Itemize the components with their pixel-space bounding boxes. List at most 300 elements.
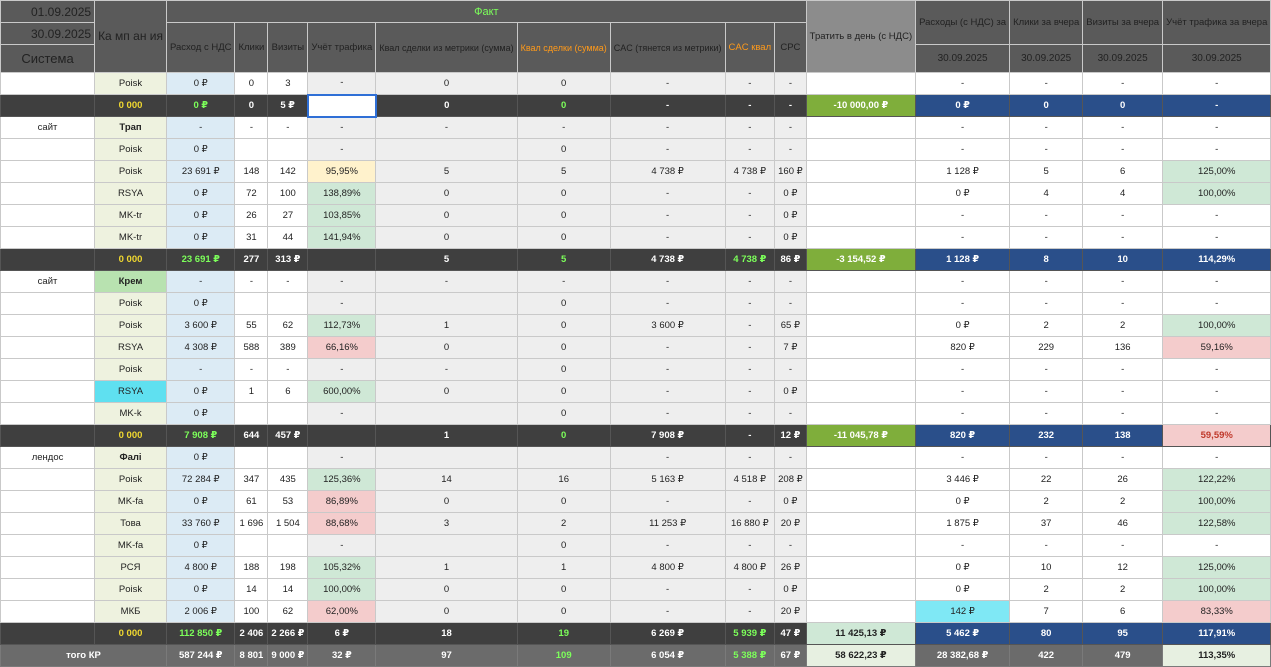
metric-cell[interactable]: 44 bbox=[268, 227, 308, 249]
campaign-cell[interactable]: Poisk bbox=[95, 293, 167, 315]
metric-cell[interactable]: 2 006 ₽ bbox=[166, 601, 235, 623]
metric-cell[interactable]: - bbox=[376, 359, 517, 381]
metric-cell[interactable]: - bbox=[268, 359, 308, 381]
metric-cell[interactable]: 95,95% bbox=[308, 161, 376, 183]
metric-cell[interactable]: 1 bbox=[376, 557, 517, 579]
metric-cell[interactable]: 5 bbox=[517, 249, 610, 271]
campaign-cell[interactable]: Това bbox=[95, 513, 167, 535]
yesterday-cell[interactable]: 10 bbox=[1083, 249, 1163, 271]
metric-cell[interactable]: 0 bbox=[235, 95, 268, 117]
date-to[interactable]: 30.09.2025 bbox=[1, 23, 95, 45]
spend-per-day-cell[interactable] bbox=[806, 117, 915, 139]
yesterday-cell[interactable]: 1 128 ₽ bbox=[916, 249, 1010, 271]
metric-cell[interactable]: 18 bbox=[376, 623, 517, 645]
system-cell[interactable] bbox=[1, 381, 95, 403]
yesterday-cell[interactable]: - bbox=[916, 117, 1010, 139]
metric-cell[interactable] bbox=[308, 95, 376, 117]
yesterday-cell[interactable]: - bbox=[916, 535, 1010, 557]
metric-cell[interactable]: - bbox=[308, 139, 376, 161]
spend-per-day-cell[interactable] bbox=[806, 513, 915, 535]
yesterday-cell[interactable]: 2 bbox=[1010, 315, 1083, 337]
yesterday-cell[interactable]: 4 bbox=[1083, 183, 1163, 205]
yesterday-cell[interactable]: - bbox=[916, 73, 1010, 95]
metric-cell[interactable]: - bbox=[725, 95, 775, 117]
metric-cell[interactable]: 88,68% bbox=[308, 513, 376, 535]
metric-cell[interactable]: - bbox=[725, 337, 775, 359]
yesterday-cell[interactable]: - bbox=[1083, 535, 1163, 557]
metric-cell[interactable] bbox=[376, 403, 517, 425]
metric-cell[interactable]: 26 bbox=[235, 205, 268, 227]
yesterday-cell[interactable]: - bbox=[1163, 403, 1271, 425]
metric-cell[interactable]: 0 bbox=[517, 491, 610, 513]
system-cell[interactable] bbox=[1, 403, 95, 425]
metric-cell[interactable]: 1 bbox=[235, 381, 268, 403]
metric-cell[interactable]: 33 760 ₽ bbox=[166, 513, 235, 535]
metric-cell[interactable]: 100,00% bbox=[308, 579, 376, 601]
campaign-cell[interactable]: Poisk bbox=[95, 359, 167, 381]
yesterday-cell[interactable]: - bbox=[1010, 117, 1083, 139]
metric-cell[interactable]: 0 ₽ bbox=[166, 227, 235, 249]
spend-per-day-cell[interactable]: 11 425,13 ₽ bbox=[806, 623, 915, 645]
metric-cell[interactable]: 0 ₽ bbox=[166, 73, 235, 95]
yesterday-cell[interactable]: - bbox=[1010, 359, 1083, 381]
metric-cell[interactable]: - bbox=[308, 447, 376, 469]
metric-cell[interactable]: 198 bbox=[268, 557, 308, 579]
campaign-cell[interactable]: RSYA bbox=[95, 183, 167, 205]
yesterday-cell[interactable]: - bbox=[1010, 403, 1083, 425]
campaign-cell[interactable]: MK-fa bbox=[95, 491, 167, 513]
metric-cell[interactable]: 4 738 ₽ bbox=[610, 161, 725, 183]
metric-cell[interactable]: 0 ₽ bbox=[775, 491, 807, 513]
spend-per-day-cell[interactable]: 58 622,23 ₽ bbox=[806, 645, 915, 667]
metric-cell[interactable]: - bbox=[610, 403, 725, 425]
metric-cell[interactable]: 103,85% bbox=[308, 205, 376, 227]
campaign-cell[interactable]: MK-tr bbox=[95, 227, 167, 249]
metric-cell[interactable]: - bbox=[166, 359, 235, 381]
spend-per-day-cell[interactable] bbox=[806, 315, 915, 337]
metric-cell[interactable]: 0 bbox=[517, 227, 610, 249]
yesterday-cell[interactable]: 37 bbox=[1010, 513, 1083, 535]
yesterday-cell[interactable]: 2 bbox=[1083, 579, 1163, 601]
metric-cell[interactable]: - bbox=[610, 579, 725, 601]
metric-cell[interactable]: 7 908 ₽ bbox=[610, 425, 725, 447]
metric-cell[interactable]: 4 738 ₽ bbox=[725, 161, 775, 183]
system-cell[interactable] bbox=[1, 337, 95, 359]
metric-cell[interactable]: 5 bbox=[376, 249, 517, 271]
metric-cell[interactable]: 0 ₽ bbox=[166, 183, 235, 205]
yesterday-cell[interactable]: 5 462 ₽ bbox=[916, 623, 1010, 645]
yesterday-cell[interactable]: 4 bbox=[1010, 183, 1083, 205]
metric-cell[interactable]: 100 bbox=[268, 183, 308, 205]
system-cell[interactable] bbox=[1, 293, 95, 315]
yesterday-cell[interactable]: 83,33% bbox=[1163, 601, 1271, 623]
metric-cell[interactable]: 138,89% bbox=[308, 183, 376, 205]
system-cell[interactable] bbox=[1, 139, 95, 161]
spend-per-day-cell[interactable] bbox=[806, 535, 915, 557]
metric-cell[interactable]: - bbox=[725, 579, 775, 601]
metric-cell[interactable]: - bbox=[517, 271, 610, 293]
metric-cell[interactable]: 7 908 ₽ bbox=[166, 425, 235, 447]
metric-cell[interactable]: 0 ₽ bbox=[775, 227, 807, 249]
yesterday-cell[interactable]: 113,35% bbox=[1163, 645, 1271, 667]
metric-cell[interactable]: 1 696 bbox=[235, 513, 268, 535]
system-cell[interactable] bbox=[1, 183, 95, 205]
metric-cell[interactable]: 313 ₽ bbox=[268, 249, 308, 271]
yesterday-cell[interactable]: - bbox=[1010, 205, 1083, 227]
metric-cell[interactable]: 3 bbox=[268, 73, 308, 95]
metric-cell[interactable]: 0 bbox=[376, 183, 517, 205]
metric-cell[interactable]: - bbox=[308, 403, 376, 425]
yesterday-cell[interactable]: 100,00% bbox=[1163, 579, 1271, 601]
metric-cell[interactable]: - bbox=[775, 535, 807, 557]
spend-per-day-cell[interactable] bbox=[806, 359, 915, 381]
yesterday-cell[interactable]: - bbox=[916, 359, 1010, 381]
campaign-cell[interactable]: Poisk bbox=[95, 315, 167, 337]
metric-cell[interactable]: 53 bbox=[268, 491, 308, 513]
campaign-cell[interactable]: 0 000 bbox=[95, 623, 167, 645]
yesterday-cell[interactable]: 122,22% bbox=[1163, 469, 1271, 491]
system-cell[interactable] bbox=[1, 425, 95, 447]
metric-cell[interactable]: - bbox=[725, 315, 775, 337]
metric-cell[interactable]: 0 bbox=[517, 293, 610, 315]
metric-cell[interactable]: 100 bbox=[235, 601, 268, 623]
metric-cell[interactable]: 86 ₽ bbox=[775, 249, 807, 271]
spend-per-day-cell[interactable] bbox=[806, 403, 915, 425]
metric-cell[interactable]: - bbox=[308, 73, 376, 95]
yesterday-cell[interactable]: 100,00% bbox=[1163, 491, 1271, 513]
yesterday-cell[interactable]: 820 ₽ bbox=[916, 337, 1010, 359]
yesterday-cell[interactable]: - bbox=[1010, 447, 1083, 469]
metric-cell[interactable]: 47 ₽ bbox=[775, 623, 807, 645]
spend-per-day-cell[interactable] bbox=[806, 293, 915, 315]
metric-cell[interactable]: 20 ₽ bbox=[775, 601, 807, 623]
metric-cell[interactable]: - bbox=[610, 205, 725, 227]
metric-cell[interactable]: 389 bbox=[268, 337, 308, 359]
metric-cell[interactable]: - bbox=[166, 117, 235, 139]
metric-cell[interactable]: - bbox=[725, 601, 775, 623]
metric-cell[interactable]: 600,00% bbox=[308, 381, 376, 403]
metric-cell[interactable]: - bbox=[725, 535, 775, 557]
metric-cell[interactable]: - bbox=[610, 117, 725, 139]
yesterday-cell[interactable]: - bbox=[916, 381, 1010, 403]
system-cell[interactable] bbox=[1, 205, 95, 227]
metric-cell[interactable]: 4 518 ₽ bbox=[725, 469, 775, 491]
system-cell[interactable]: сайт bbox=[1, 117, 95, 139]
metric-cell[interactable]: - bbox=[725, 205, 775, 227]
metric-cell[interactable]: 62 bbox=[268, 315, 308, 337]
metric-cell[interactable]: 587 244 ₽ bbox=[166, 645, 235, 667]
metric-cell[interactable]: 188 bbox=[235, 557, 268, 579]
metric-cell[interactable]: 5 ₽ bbox=[268, 95, 308, 117]
metric-cell[interactable]: - bbox=[775, 293, 807, 315]
metric-cell[interactable] bbox=[235, 403, 268, 425]
metric-cell[interactable]: 0 ₽ bbox=[775, 183, 807, 205]
yesterday-cell[interactable]: 7 bbox=[1010, 601, 1083, 623]
yesterday-cell[interactable]: - bbox=[1163, 73, 1271, 95]
metric-cell[interactable]: 0 bbox=[376, 381, 517, 403]
metric-cell[interactable]: - bbox=[610, 227, 725, 249]
metric-cell[interactable]: - bbox=[775, 117, 807, 139]
metric-cell[interactable]: - bbox=[775, 447, 807, 469]
yesterday-cell[interactable]: - bbox=[1163, 205, 1271, 227]
metric-cell[interactable]: 142 bbox=[268, 161, 308, 183]
metric-cell[interactable]: 0 bbox=[517, 601, 610, 623]
campaign-cell[interactable]: 0 000 bbox=[95, 425, 167, 447]
yesterday-cell[interactable]: 28 382,68 ₽ bbox=[916, 645, 1010, 667]
metric-cell[interactable] bbox=[268, 535, 308, 557]
yesterday-cell[interactable]: 229 bbox=[1010, 337, 1083, 359]
metric-cell[interactable]: - bbox=[775, 95, 807, 117]
metric-cell[interactable]: - bbox=[308, 271, 376, 293]
spend-per-day-cell[interactable] bbox=[806, 139, 915, 161]
metric-cell[interactable]: 0 bbox=[376, 579, 517, 601]
metric-cell[interactable]: 0 bbox=[376, 491, 517, 513]
metric-cell[interactable]: 588 bbox=[235, 337, 268, 359]
metric-cell[interactable]: 61 bbox=[235, 491, 268, 513]
system-cell[interactable] bbox=[1, 73, 95, 95]
metric-cell[interactable]: 66,16% bbox=[308, 337, 376, 359]
metric-cell[interactable]: - bbox=[376, 271, 517, 293]
metric-cell[interactable]: 19 bbox=[517, 623, 610, 645]
yesterday-cell[interactable]: 136 bbox=[1083, 337, 1163, 359]
yesterday-cell[interactable]: 59,59% bbox=[1163, 425, 1271, 447]
metric-cell[interactable]: - bbox=[725, 491, 775, 513]
metric-cell[interactable]: - bbox=[268, 271, 308, 293]
metric-cell[interactable]: 5 163 ₽ bbox=[610, 469, 725, 491]
metric-cell[interactable]: 26 ₽ bbox=[775, 557, 807, 579]
yesterday-cell[interactable]: 0 ₽ bbox=[916, 183, 1010, 205]
metric-cell[interactable]: 0 ₽ bbox=[166, 381, 235, 403]
yesterday-cell[interactable]: - bbox=[1010, 271, 1083, 293]
system-cell[interactable] bbox=[1, 579, 95, 601]
metric-cell[interactable]: 1 504 bbox=[268, 513, 308, 535]
spend-per-day-cell[interactable] bbox=[806, 601, 915, 623]
metric-cell[interactable]: 31 bbox=[235, 227, 268, 249]
yesterday-cell[interactable]: 114,29% bbox=[1163, 249, 1271, 271]
yesterday-cell[interactable]: - bbox=[1163, 447, 1271, 469]
yesterday-cell[interactable]: - bbox=[1083, 227, 1163, 249]
metric-cell[interactable]: 5 388 ₽ bbox=[725, 645, 775, 667]
system-cell[interactable] bbox=[1, 535, 95, 557]
metric-cell[interactable]: 16 880 ₽ bbox=[725, 513, 775, 535]
yesterday-cell[interactable]: 422 bbox=[1010, 645, 1083, 667]
metric-cell[interactable]: 14 bbox=[376, 469, 517, 491]
metric-cell[interactable]: 0 bbox=[376, 601, 517, 623]
metric-cell[interactable]: - bbox=[725, 425, 775, 447]
yesterday-cell[interactable]: 2 bbox=[1010, 579, 1083, 601]
campaign-cell[interactable]: Poisk bbox=[95, 73, 167, 95]
metric-cell[interactable]: - bbox=[610, 293, 725, 315]
metric-cell[interactable]: - bbox=[610, 491, 725, 513]
metric-cell[interactable]: - bbox=[376, 117, 517, 139]
metric-cell[interactable]: 4 308 ₽ bbox=[166, 337, 235, 359]
yesterday-cell[interactable]: 22 bbox=[1010, 469, 1083, 491]
campaign-cell[interactable]: РСЯ bbox=[95, 557, 167, 579]
yesterday-cell[interactable]: - bbox=[916, 447, 1010, 469]
yesterday-cell[interactable]: 12 bbox=[1083, 557, 1163, 579]
yesterday-cell[interactable]: 117,91% bbox=[1163, 623, 1271, 645]
metric-cell[interactable]: 20 ₽ bbox=[775, 513, 807, 535]
metric-cell[interactable] bbox=[268, 447, 308, 469]
metric-cell[interactable]: 0 ₽ bbox=[775, 205, 807, 227]
campaign-cell[interactable]: RSYA bbox=[95, 337, 167, 359]
yesterday-cell[interactable]: - bbox=[916, 139, 1010, 161]
system-cell[interactable] bbox=[1, 359, 95, 381]
yesterday-cell[interactable]: 125,00% bbox=[1163, 557, 1271, 579]
metric-cell[interactable] bbox=[268, 403, 308, 425]
metric-cell[interactable]: 0 bbox=[517, 535, 610, 557]
metric-cell[interactable]: 14 bbox=[268, 579, 308, 601]
spend-per-day-cell[interactable] bbox=[806, 227, 915, 249]
yesterday-cell[interactable]: 2 bbox=[1010, 491, 1083, 513]
metric-cell[interactable]: 0 bbox=[517, 359, 610, 381]
metric-cell[interactable]: 105,32% bbox=[308, 557, 376, 579]
metric-cell[interactable] bbox=[376, 293, 517, 315]
metric-cell[interactable]: 0 ₽ bbox=[166, 293, 235, 315]
metric-cell[interactable]: 9 000 ₽ bbox=[268, 645, 308, 667]
metric-cell[interactable] bbox=[235, 293, 268, 315]
metric-cell[interactable]: - bbox=[610, 73, 725, 95]
metric-cell[interactable]: - bbox=[610, 381, 725, 403]
system-cell[interactable] bbox=[1, 249, 95, 271]
metric-cell[interactable]: 62 bbox=[268, 601, 308, 623]
yesterday-cell[interactable]: - bbox=[1163, 271, 1271, 293]
metric-cell[interactable]: - bbox=[775, 139, 807, 161]
yesterday-cell[interactable]: - bbox=[1083, 117, 1163, 139]
metric-cell[interactable] bbox=[235, 139, 268, 161]
yesterday-cell[interactable]: 479 bbox=[1083, 645, 1163, 667]
metric-cell[interactable]: - bbox=[610, 139, 725, 161]
metric-cell[interactable]: 112 850 ₽ bbox=[166, 623, 235, 645]
metric-cell[interactable]: 0 ₽ bbox=[775, 381, 807, 403]
metric-cell[interactable]: 0 bbox=[517, 381, 610, 403]
spend-per-day-cell[interactable] bbox=[806, 491, 915, 513]
metric-cell[interactable]: 141,94% bbox=[308, 227, 376, 249]
system-cell[interactable] bbox=[1, 601, 95, 623]
metric-cell[interactable]: - bbox=[725, 73, 775, 95]
metric-cell[interactable]: 72 bbox=[235, 183, 268, 205]
metric-cell[interactable]: 72 284 ₽ bbox=[166, 469, 235, 491]
metric-cell[interactable]: 0 bbox=[517, 95, 610, 117]
metric-cell[interactable]: 62,00% bbox=[308, 601, 376, 623]
metric-cell[interactable]: - bbox=[235, 271, 268, 293]
yesterday-cell[interactable]: - bbox=[1163, 227, 1271, 249]
yesterday-cell[interactable]: - bbox=[916, 227, 1010, 249]
metric-cell[interactable]: 2 266 ₽ bbox=[268, 623, 308, 645]
yesterday-cell[interactable]: - bbox=[1083, 205, 1163, 227]
spend-per-day-cell[interactable] bbox=[806, 337, 915, 359]
metric-cell[interactable]: 6 bbox=[268, 381, 308, 403]
campaign-cell[interactable]: MK-k bbox=[95, 403, 167, 425]
metric-cell[interactable]: 0 ₽ bbox=[166, 491, 235, 513]
spend-per-day-cell[interactable]: -10 000,00 ₽ bbox=[806, 95, 915, 117]
metric-cell[interactable]: - bbox=[610, 447, 725, 469]
metric-cell[interactable]: 148 bbox=[235, 161, 268, 183]
yesterday-cell[interactable]: 1 128 ₽ bbox=[916, 161, 1010, 183]
metric-cell[interactable]: 0 ₽ bbox=[166, 205, 235, 227]
campaign-cell[interactable]: Фалі bbox=[95, 447, 167, 469]
metric-cell[interactable]: - bbox=[308, 117, 376, 139]
spend-per-day-cell[interactable] bbox=[806, 161, 915, 183]
yesterday-cell[interactable]: - bbox=[1083, 447, 1163, 469]
metric-cell[interactable]: 3 bbox=[376, 513, 517, 535]
spend-per-day-cell[interactable]: -11 045,78 ₽ bbox=[806, 425, 915, 447]
yesterday-cell[interactable]: 138 bbox=[1083, 425, 1163, 447]
yesterday-cell[interactable]: 0 bbox=[1083, 95, 1163, 117]
metric-cell[interactable]: - bbox=[725, 359, 775, 381]
metric-cell[interactable]: 11 253 ₽ bbox=[610, 513, 725, 535]
yesterday-cell[interactable]: 10 bbox=[1010, 557, 1083, 579]
metric-cell[interactable] bbox=[235, 535, 268, 557]
metric-cell[interactable]: 0 bbox=[235, 73, 268, 95]
yesterday-cell[interactable]: - bbox=[1083, 73, 1163, 95]
metric-cell[interactable]: 23 691 ₽ bbox=[166, 249, 235, 271]
spend-per-day-cell[interactable] bbox=[806, 469, 915, 491]
yesterday-cell[interactable]: - bbox=[1163, 293, 1271, 315]
metric-cell[interactable]: 27 bbox=[268, 205, 308, 227]
metric-cell[interactable]: 0 bbox=[376, 337, 517, 359]
metric-cell[interactable]: 2 406 bbox=[235, 623, 268, 645]
metric-cell[interactable]: 4 800 ₽ bbox=[610, 557, 725, 579]
spend-per-day-cell[interactable] bbox=[806, 271, 915, 293]
metric-cell[interactable]: - bbox=[610, 359, 725, 381]
metric-cell[interactable]: - bbox=[725, 139, 775, 161]
metric-cell[interactable]: 5 939 ₽ bbox=[725, 623, 775, 645]
spend-per-day-cell[interactable] bbox=[806, 73, 915, 95]
metric-cell[interactable]: 1 bbox=[376, 425, 517, 447]
system-cell[interactable] bbox=[1, 623, 95, 645]
metric-cell[interactable]: 1 bbox=[376, 315, 517, 337]
yesterday-cell[interactable]: - bbox=[1083, 271, 1163, 293]
metric-cell[interactable]: - bbox=[775, 403, 807, 425]
metric-cell[interactable]: 0 ₽ bbox=[775, 579, 807, 601]
metric-cell[interactable]: - bbox=[775, 359, 807, 381]
spend-per-day-cell[interactable] bbox=[806, 579, 915, 601]
yesterday-cell[interactable]: 5 bbox=[1010, 161, 1083, 183]
yesterday-cell[interactable]: 6 bbox=[1083, 161, 1163, 183]
campaign-cell[interactable]: Poisk bbox=[95, 579, 167, 601]
yesterday-cell[interactable]: - bbox=[1083, 139, 1163, 161]
campaign-cell[interactable]: 0 000 bbox=[95, 249, 167, 271]
yesterday-cell[interactable]: 26 bbox=[1083, 469, 1163, 491]
metric-cell[interactable] bbox=[376, 447, 517, 469]
metric-cell[interactable]: 457 ₽ bbox=[268, 425, 308, 447]
total-label[interactable]: того КР bbox=[1, 645, 167, 667]
metric-cell[interactable]: 0 bbox=[517, 337, 610, 359]
metric-cell[interactable]: - bbox=[308, 359, 376, 381]
system-cell[interactable] bbox=[1, 557, 95, 579]
yesterday-cell[interactable]: - bbox=[1010, 139, 1083, 161]
metric-cell[interactable]: - bbox=[308, 535, 376, 557]
yesterday-cell[interactable]: - bbox=[916, 205, 1010, 227]
metric-cell[interactable]: 5 bbox=[376, 161, 517, 183]
yesterday-cell[interactable]: - bbox=[1163, 117, 1271, 139]
yesterday-cell[interactable]: - bbox=[1083, 293, 1163, 315]
campaign-cell[interactable]: Крем bbox=[95, 271, 167, 293]
yesterday-cell[interactable]: 95 bbox=[1083, 623, 1163, 645]
metric-cell[interactable]: 2 bbox=[517, 513, 610, 535]
metric-cell[interactable]: 6 269 ₽ bbox=[610, 623, 725, 645]
spend-per-day-cell[interactable]: -3 154,52 ₽ bbox=[806, 249, 915, 271]
metric-cell[interactable]: 0 bbox=[517, 183, 610, 205]
metric-cell[interactable]: 0 ₽ bbox=[166, 535, 235, 557]
yesterday-cell[interactable]: - bbox=[1010, 293, 1083, 315]
metric-cell[interactable]: 7 ₽ bbox=[775, 337, 807, 359]
metric-cell[interactable]: - bbox=[725, 227, 775, 249]
metric-cell[interactable]: 0 ₽ bbox=[166, 447, 235, 469]
spend-per-day-cell[interactable] bbox=[806, 447, 915, 469]
metric-cell[interactable]: - bbox=[268, 117, 308, 139]
